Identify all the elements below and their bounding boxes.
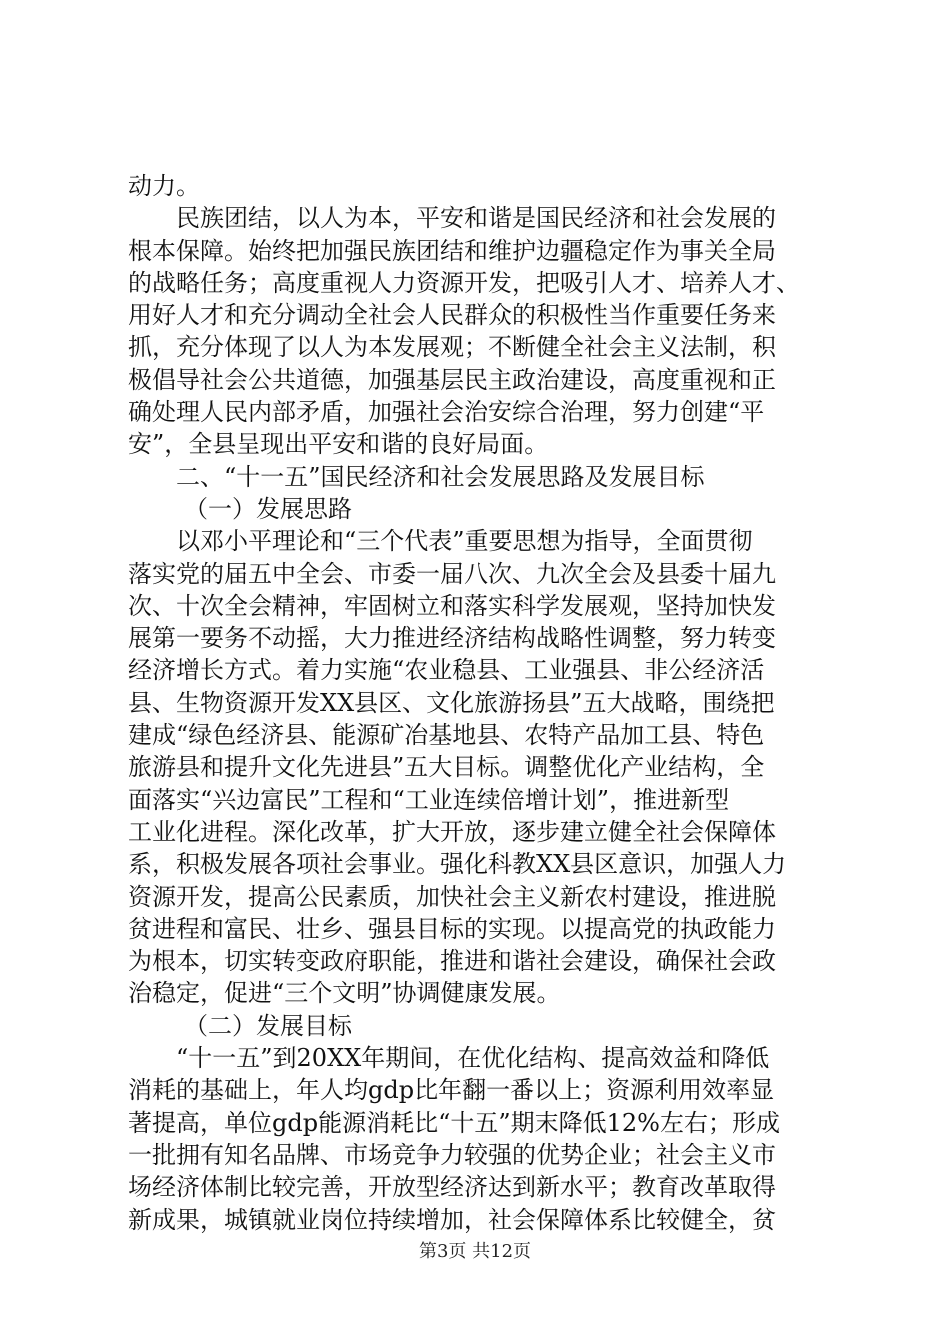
text-line: 为根本，切实转变政府职能，推进和谐社会建设，确保社会政 [128, 947, 776, 976]
text-line: 经济增长方式。着力实施“农业稳县、工业强县、非公经济活 [128, 656, 765, 685]
text-line: 建成“绿色经济县、能源矿冶基地县、农特产品加工县、特色 [128, 721, 765, 750]
text-line: 以邓小平理论和“三个代表”重要思想为指导，全面贯彻 [176, 527, 753, 556]
subsection-heading: （一）发展思路 [184, 494, 352, 523]
text-line: 用好人才和充分调动全社会人民群众的积极性当作重要任务来 [128, 301, 776, 330]
text-line: 县、生物资源开发XX县区、文化旅游扬县”五大战略，围绕把 [128, 688, 775, 717]
section-heading: 二、“十一五”国民经济和社会发展思路及发展目标 [176, 462, 705, 491]
text-line: 治稳定，促进“三个文明”协调健康发展。 [128, 979, 561, 1008]
text-line: 系，积极发展各项社会事业。强化科教XX县区意识，加强人力 [128, 850, 787, 879]
text-line: “十一五”到20XX年期间，在优化结构、提高效益和降低 [176, 1044, 770, 1073]
text-line: 旅游县和提升文化先进县”五大目标。调整优化产业结构，全 [128, 753, 765, 782]
text-line: 新成果，城镇就业岗位持续增加，社会保障体系比较健全，贫 [128, 1205, 776, 1234]
text-line: 极倡导社会公共道德，加强基层民主政治建设，高度重视和正 [128, 365, 776, 394]
text-line: 动力。 [128, 172, 200, 200]
document-body [128, 170, 828, 1236]
text-line: 确处理人民内部矛盾，加强社会治安综合治理，努力创建“平 [128, 398, 765, 427]
text-line: 著提高，单位gdp能源消耗比“十五”期末降低12%左右；形成 [128, 1108, 780, 1137]
subsection-heading: （二）发展目标 [184, 1011, 352, 1040]
text-line: 面落实“兴边富民”工程和“工业连续倍增计划”，推进新型 [128, 785, 730, 814]
page-number-footer: 第3页 共12页 [418, 1241, 532, 1262]
text-line: 消耗的基础上，年人均gdp比年翻一番以上；资源利用效率显 [128, 1076, 775, 1105]
text-line: 一批拥有知名品牌、市场竞争力较强的优势企业；社会主义市 [128, 1140, 776, 1169]
text-line: 民族团结，以人为本，平安和谐是国民经济和社会发展的 [176, 204, 776, 233]
text-line: 次、十次全会精神，牢固树立和落实科学发展观，坚持加快发 [128, 591, 776, 620]
text-line: 落实党的届五中全会、市委一届八次、九次全会及县委十届九 [128, 559, 776, 588]
text-line: 的战略任务；高度重视人力资源开发，把吸引人才、培养人才、 [128, 268, 800, 297]
text-line: 安”，全县呈现出平安和谐的良好局面。 [128, 430, 549, 459]
text-line: 贫进程和富民、壮乡、强县目标的实现。以提高党的执政能力 [128, 914, 776, 943]
text-line: 场经济体制比较完善，开放型经济达到新水平；教育改革取得 [128, 1173, 776, 1202]
text-line: 工业化进程。深化改革，扩大开放，逐步建立健全社会保障体 [128, 817, 776, 846]
text-line: 抓，充分体现了以人为本发展观；不断健全社会主义法制，积 [128, 333, 776, 362]
text-line: 资源开发，提高公民素质，加快社会主义新农村建设，推进脱 [128, 882, 776, 911]
text-line: 根本保障。始终把加强民族团结和维护边疆稳定作为事关全局 [128, 236, 776, 265]
text-line: 展第一要务不动摇，大力推进经济结构战略性调整，努力转变 [128, 624, 776, 653]
